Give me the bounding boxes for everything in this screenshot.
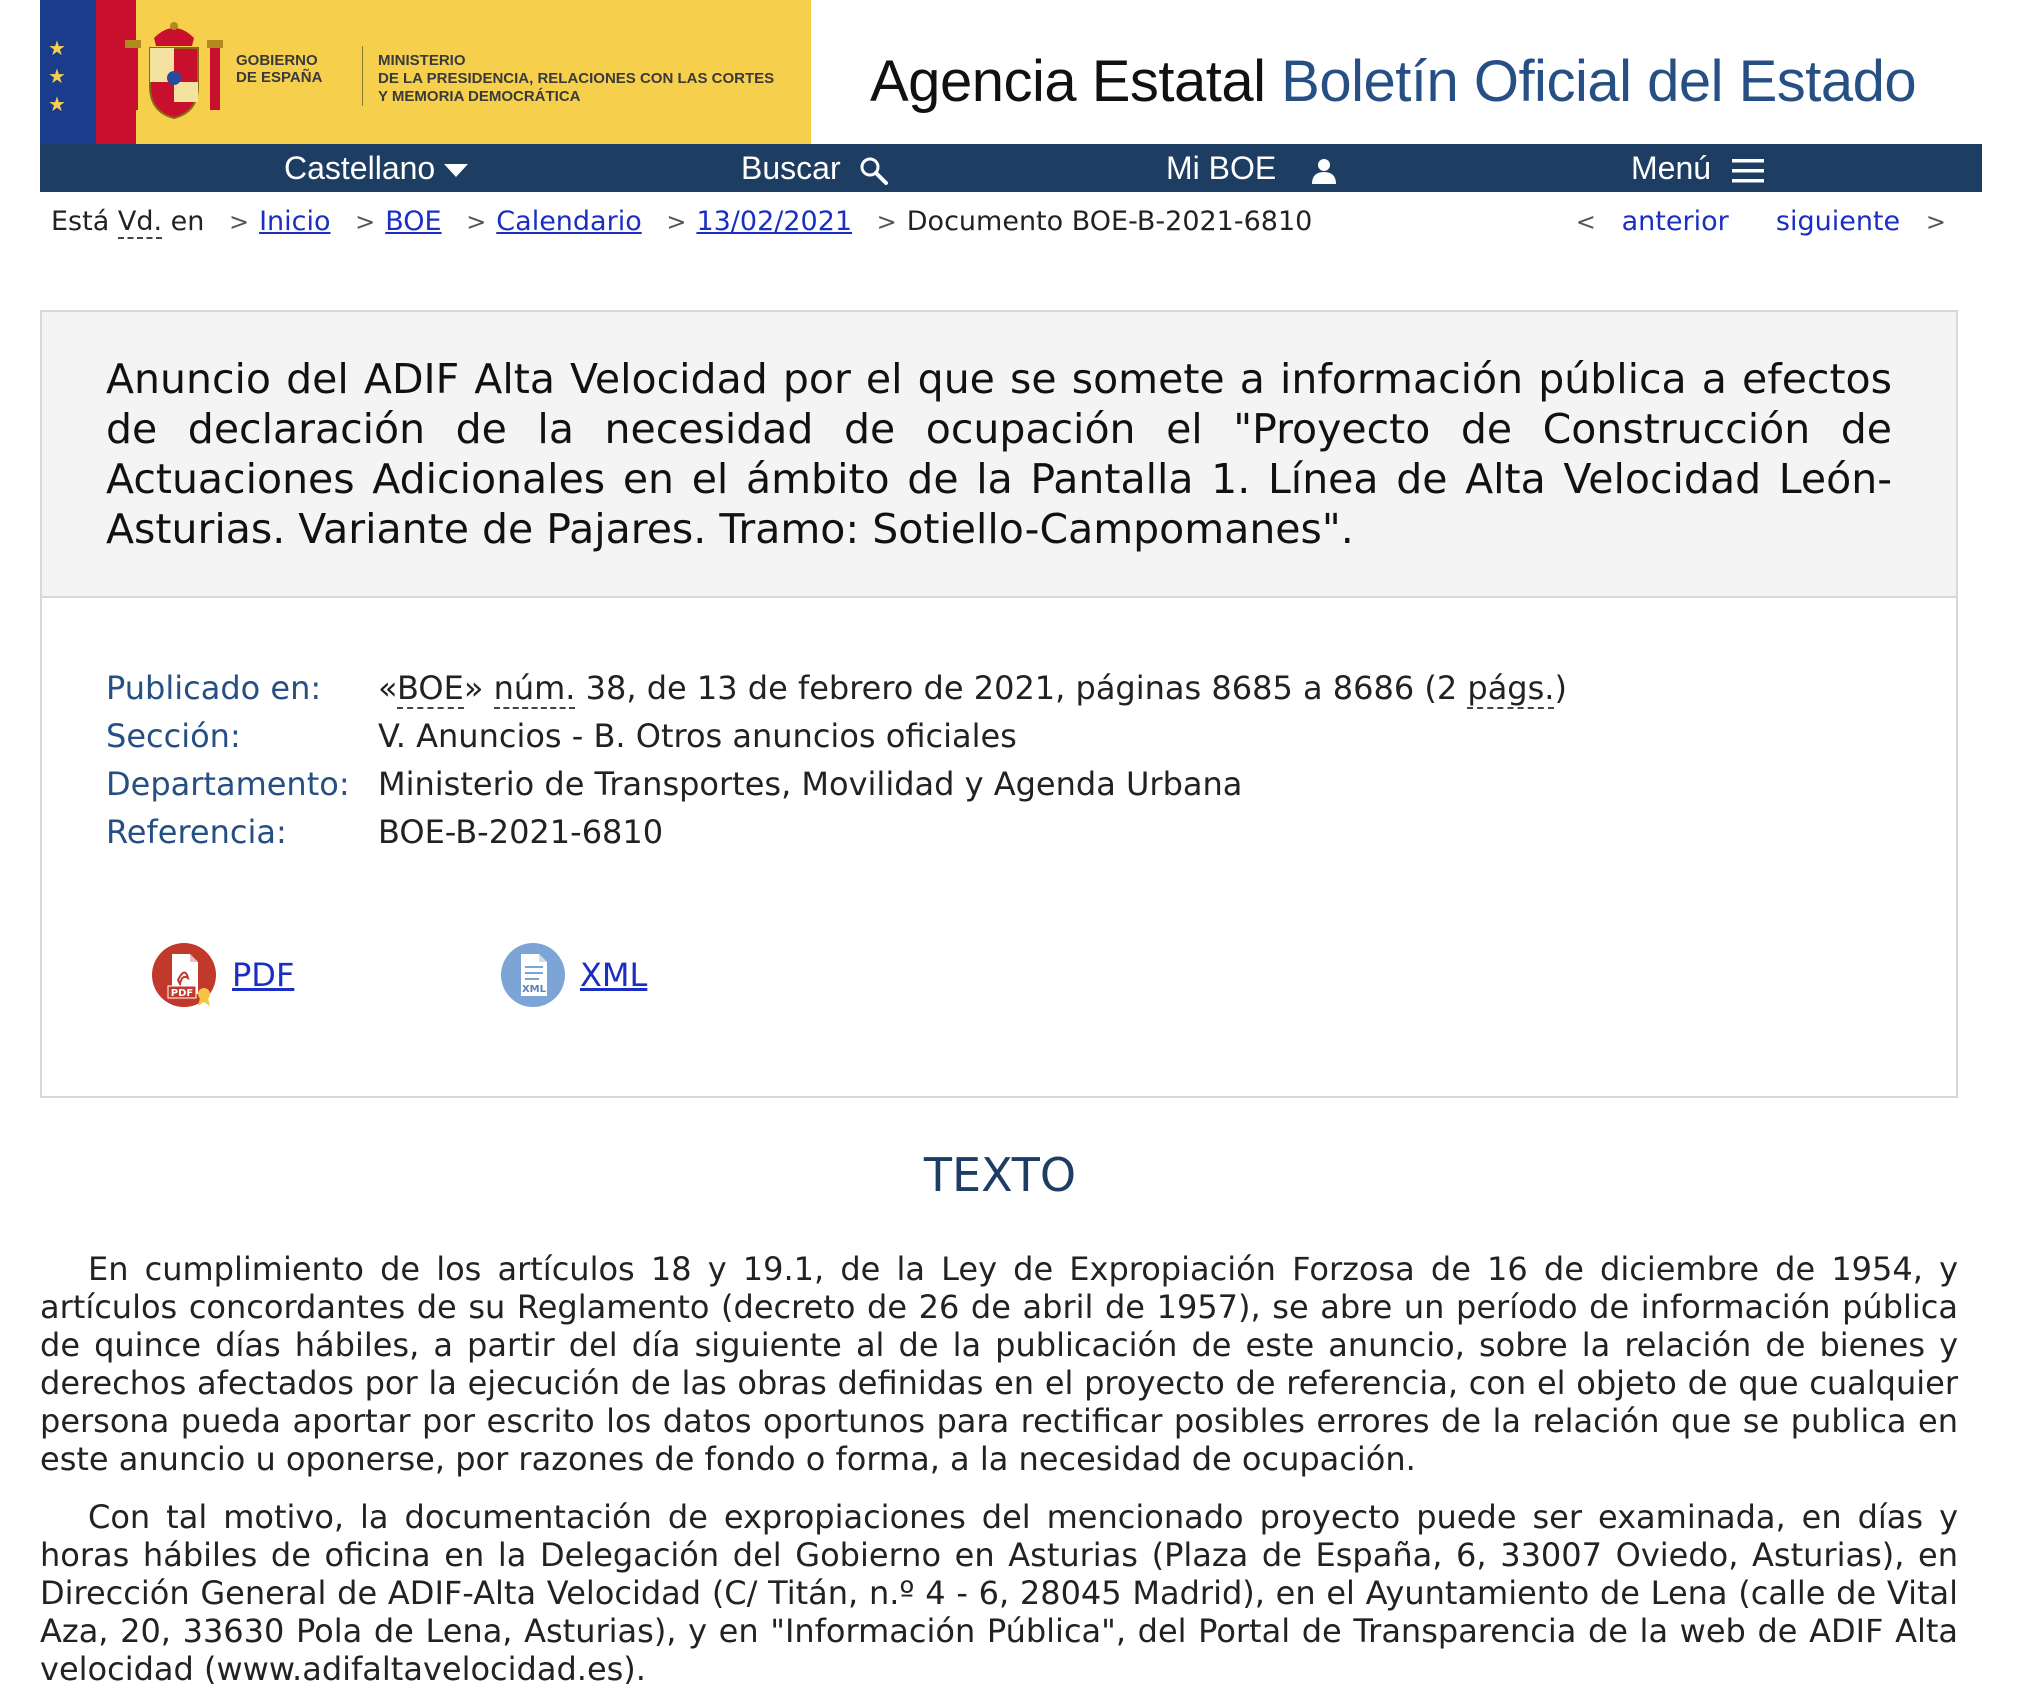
- search-label: Buscar: [741, 150, 841, 186]
- meta-label: Publicado en:: [106, 669, 322, 707]
- chevron-right-icon: >: [666, 208, 687, 236]
- meta-label: Departamento:: [106, 765, 350, 803]
- ministry-name: MINISTERIO DE LA PRESIDENCIA, RELACIONES CON LAS CORTES Y MEMORIA DEMOCRÁTICA: [378, 52, 775, 105]
- agency-title[interactable]: [870, 48, 1916, 115]
- breadcrumb-link-date[interactable]: 13/02/2021: [696, 206, 853, 237]
- my-boe-label: Mi BOE: [1166, 150, 1277, 186]
- published-text: 38, de 13 de febrero de 2021, páginas 8685 a 8686 (2: [575, 669, 1468, 707]
- main-nav: [40, 144, 1982, 192]
- eu-flag-icon: ★ ★ ★: [40, 0, 96, 144]
- breadcrumb-abbr: Vd.: [117, 206, 163, 237]
- caret-down-icon: [444, 164, 468, 178]
- chevron-right-icon: >: [355, 208, 376, 236]
- meta-section: [106, 712, 1567, 760]
- xml-icon[interactable]: [500, 942, 566, 1008]
- text-section-heading: TEXTO: [923, 1148, 1077, 1202]
- chevron-right-icon: >: [228, 208, 250, 236]
- boe-abbr: BOE: [397, 669, 464, 707]
- breadcrumb-link-calendario[interactable]: Calendario: [496, 206, 642, 237]
- published-text: »: [463, 669, 494, 707]
- language-selector[interactable]: [284, 144, 468, 192]
- agency-title-name: Boletín Oficial del Estado: [1281, 49, 1917, 114]
- breadcrumb: [51, 206, 1312, 237]
- body-paragraph: En cumplimiento de los artículos 18 y 19.1, de la Ley de Expropiación Forzosa de 16 de diciembre de 1954, y artículos concordantes de su Reglamento (decreto de 26 de abril de 1957), se abre un período de información pública de quince días hábiles, a partir del día siguiente al de la publicación de este anuncio, sobre la relación de bienes y derechos afectados por la ejecución de las obras definidas en el proyecto de referencia, con el objeto de que cualquier persona pueda aportar por escrito los datos oportunos para rectificar posibles errores de la relación que se publica en este anuncio u oponerse, por razones de fondo o forma, a la necesidad de ocupación.: [40, 1250, 1958, 1478]
- meta-value: [378, 669, 1567, 709]
- breadcrumb-prefix-end: en: [162, 206, 205, 237]
- document-summary: [40, 310, 1958, 1098]
- meta-department: [106, 760, 1567, 808]
- chevron-right-icon: >: [1925, 208, 1946, 236]
- user-icon: [1311, 158, 1337, 184]
- chevron-right-icon: >: [466, 208, 487, 236]
- prev-next-nav: [1576, 206, 1946, 237]
- meta-published: [106, 664, 1567, 712]
- search-button[interactable]: [741, 144, 889, 192]
- meta-label: Sección:: [106, 717, 241, 755]
- body-paragraph: Con tal motivo, la documentación de expropiaciones del mencionado proyecto puede ser examinada, en días y horas hábiles de oficina en la Delegación del Gobierno en Asturias (Plaza de España, 6, 33007 Oviedo, Asturias), en Dirección General de ADIF-Alta Velocidad (C/ Titán, n.º 4 - 6, 28045 Madrid), en el Ayuntamiento de Lena (calle de Vital Aza, 20, 33630 Pola de Lena, Asturias), y en "Información Pública", del Portal de Transparencia de la web de ADIF Alta velocidad (www.adifaltavelocidad.es).: [40, 1498, 1958, 1688]
- menu-button[interactable]: [1631, 144, 1764, 192]
- document-title: Anuncio del ADIF Alta Velocidad por el que se somete a información pública a efectos de declaración de la necesidad de ocupación el "Proyecto de Construcción de Actuaciones Adicionales en el ámbito de la Pantalla 1. Línea de Alta Velocidad León-Asturias. Variante de Pajares. Tramo: Sotiello-Campomanes".: [106, 355, 1892, 553]
- document-body: [40, 1250, 1958, 1708]
- meta-reference: [106, 808, 1567, 856]
- xml-download[interactable]: [500, 940, 647, 1010]
- site-header: [40, 0, 1982, 144]
- chevron-left-icon: <: [1575, 208, 1596, 236]
- xml-link[interactable]: XML: [580, 956, 648, 994]
- document-title-area: [42, 312, 1956, 598]
- my-boe-button[interactable]: [1166, 144, 1337, 192]
- meta-value: Ministerio de Transportes, Movilidad y Agenda Urbana: [378, 765, 1243, 803]
- government-name: GOBIERNO DE ESPAÑA: [236, 52, 323, 86]
- hamburger-icon: [1732, 158, 1764, 184]
- government-banner[interactable]: [40, 0, 811, 144]
- divider: [362, 46, 363, 106]
- meta-label: Referencia:: [106, 813, 287, 851]
- agency-title-prefix: Agencia Estatal: [870, 49, 1282, 114]
- meta-value: V. Anuncios - B. Otros anuncios oficiales: [378, 717, 1017, 755]
- breadcrumb-link-inicio[interactable]: Inicio: [259, 206, 331, 237]
- published-text: «: [378, 669, 398, 707]
- document-metadata: [106, 664, 1567, 856]
- search-icon: [859, 156, 889, 186]
- next-link[interactable]: siguiente: [1775, 206, 1901, 237]
- breadcrumb-link-boe[interactable]: BOE: [385, 206, 442, 237]
- published-text: ): [1554, 669, 1567, 707]
- previous-link[interactable]: anterior: [1621, 206, 1729, 237]
- pags-abbr: págs.: [1467, 669, 1555, 707]
- num-abbr: núm.: [493, 669, 576, 707]
- pdf-link[interactable]: PDF: [232, 956, 295, 994]
- breadcrumb-current: Documento BOE-B-2021-6810: [906, 206, 1313, 237]
- chevron-right-icon: >: [876, 208, 897, 236]
- pdf-download[interactable]: [152, 940, 294, 1010]
- menu-label: Menú: [1631, 150, 1712, 186]
- pdf-icon[interactable]: [152, 942, 218, 1008]
- language-label: Castellano: [284, 150, 436, 186]
- xml-icon-text: XML: [521, 984, 547, 995]
- meta-value: BOE-B-2021-6810: [378, 813, 664, 851]
- breadcrumb-prefix: Está: [51, 206, 118, 237]
- pdf-icon-text: PDF: [170, 988, 194, 999]
- coat-of-arms-icon: [120, 16, 228, 126]
